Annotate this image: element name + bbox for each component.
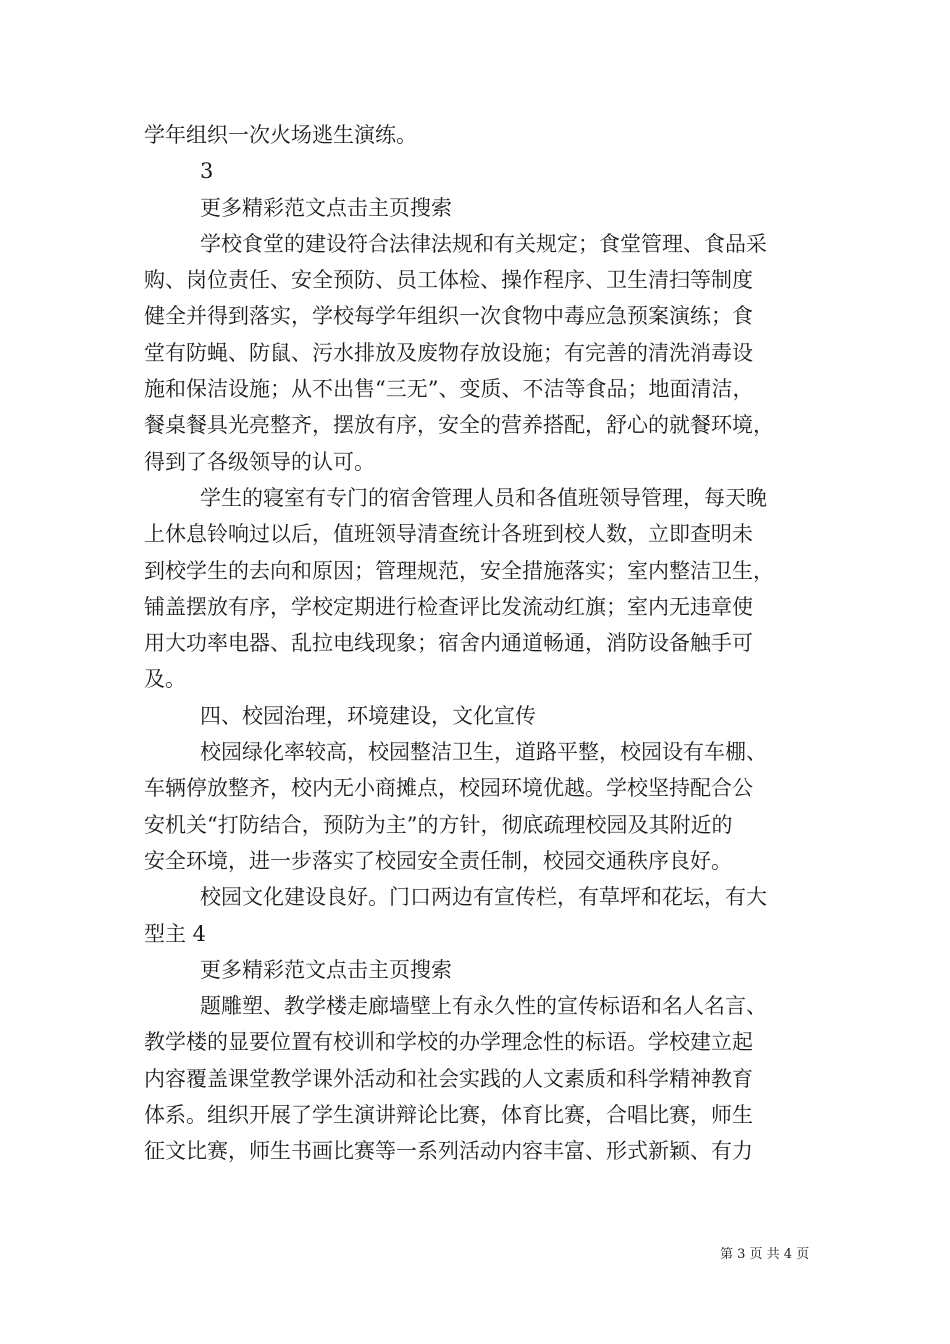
text-line: 餐桌餐具光亮整齐，摆放有序，安全的营养搭配，舒心的就餐环境， (144, 413, 774, 438)
section-heading: 四、校园治理，环境建设，文化宣传 (200, 703, 536, 728)
text-line: 及。 (144, 667, 186, 692)
text-line: 到校学生的去向和原因；管理规范，安全措施落实；室内整洁卫生， (144, 558, 774, 583)
text-line: 更多精彩范文点击主页搜索 (200, 195, 452, 220)
text-line: 学生的寝室有专门的宿舍管理人员和各值班领导管理，每天晚 (200, 485, 767, 510)
page-footer-info: 第 3 页 共 4 页 (720, 1247, 810, 1262)
text-line: 型主 4 (144, 921, 207, 946)
text-line: 学年组织一次火场逃生演练。 (144, 123, 417, 147)
text-line: 安全环境，进一步落实了校园安全责任制，校园交通秩序良好。 (144, 848, 732, 873)
text-line: 更多精彩范文点击主页搜索 (200, 957, 452, 982)
text-line: 堂有防蝇、防鼠、污水排放及废物存放设施；有完善的清洗消毒设 (144, 340, 753, 365)
text-line: 铺盖摆放有序，学校定期进行检查评比发流动红旗；室内无违章使 (144, 594, 753, 619)
text-line: 得到了各级领导的认可。 (144, 449, 375, 474)
text-line: 车辆停放整齐，校内无小商摊点，校园环境优越。学校坚持配合公 (144, 776, 753, 801)
text-line: 健全并得到落实，学校每学年组织一次食物中毒应急预案演练；食 (144, 304, 753, 329)
text-line: 题雕塑、教学楼走廊墙壁上有永久性的宣传标语和名人名言、 (200, 994, 767, 1019)
document-body (144, 117, 816, 1170)
text-line: 学校食堂的建设符合法律法规和有关规定；食堂管理、食品采 (200, 231, 767, 256)
text-line: 安机关“打防结合，预防为主”的方针，彻底疏理校园及其附近的 (144, 812, 733, 837)
text-line: 征文比赛，师生书画比赛等一系列活动内容丰富、形式新颖、有力 (144, 1139, 753, 1164)
text-line: 体系。组织开展了学生演讲辩论比赛，体育比赛，合唱比赛，师生 (144, 1103, 753, 1128)
text-line: 内容覆盖课堂教学课外活动和社会实践的人文素质和科学精神教育 (144, 1066, 753, 1091)
text-line: 购、岗位责任、安全预防、员工体检、操作程序、卫生清扫等制度 (144, 268, 753, 293)
text-line: 校园绿化率较高，校园整洁卫生，道路平整，校园设有车棚、 (200, 740, 767, 765)
text-line: 施和保洁设施；从不出售“三无”、变质、不洁等食品；地面清洁， (144, 377, 754, 402)
text-line: 用大功率电器、乱拉电线现象；宿舍内通道畅通，消防设备触手可 (144, 631, 753, 656)
text-line: 教学楼的显要位置有校训和学校的办学理念性的标语。学校建立起 (144, 1030, 753, 1055)
text-line: 校园文化建设良好。门口两边有宣传栏，有草坪和花坛，有大 (200, 885, 767, 910)
text-line: 上休息铃响过以后，值班领导清查统计各班到校人数，立即查明未 (144, 522, 753, 547)
text-line: 3 (200, 159, 214, 184)
